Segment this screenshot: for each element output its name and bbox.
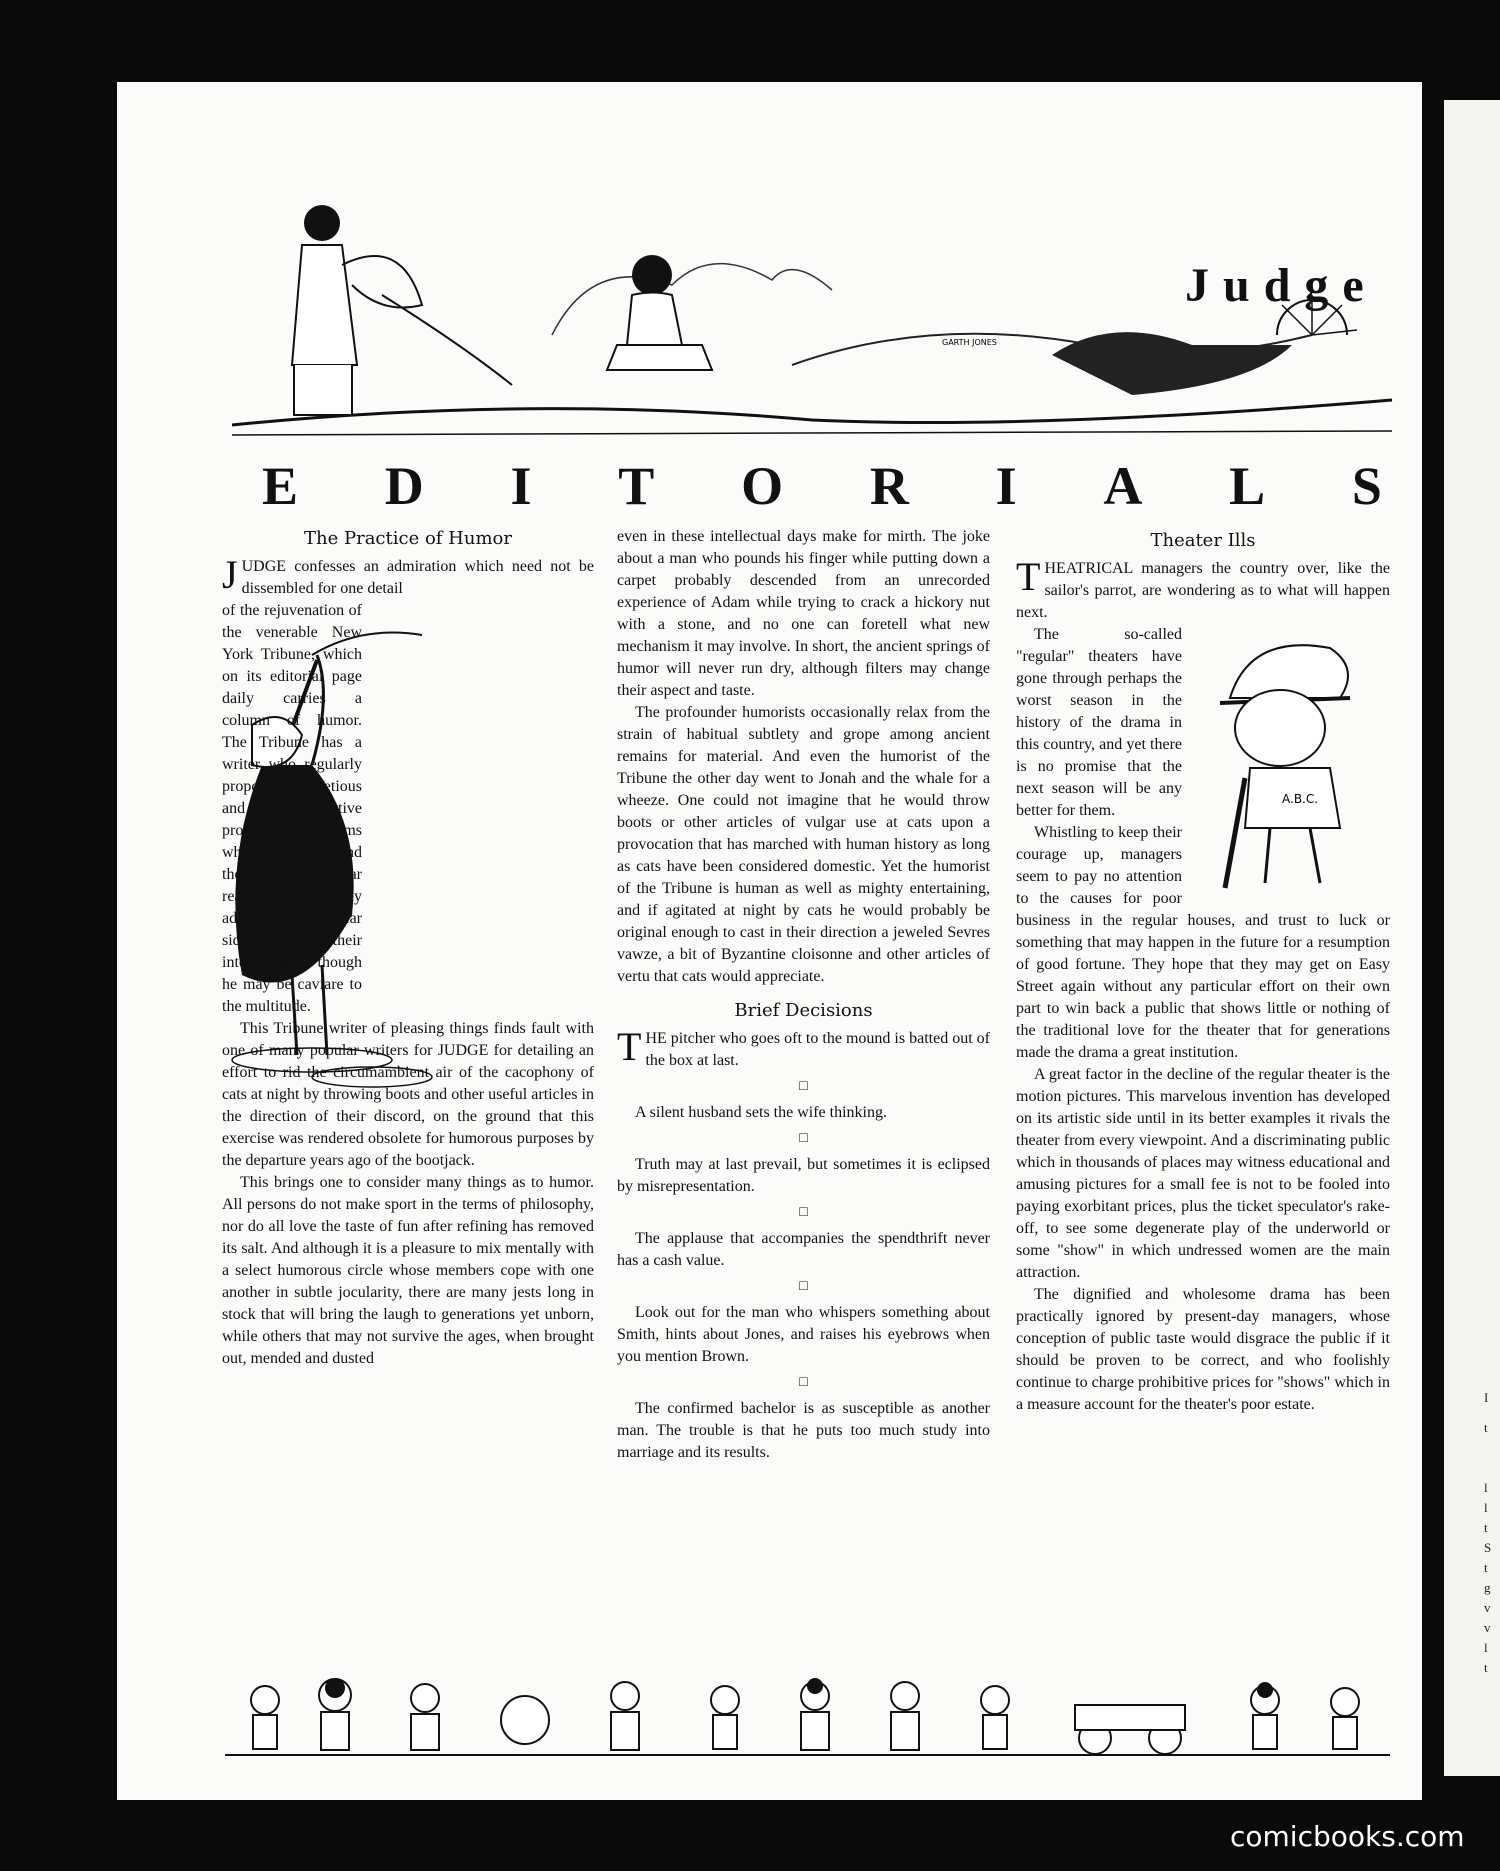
drop-cap: T (1016, 554, 1041, 599)
heading-letter: L (1229, 456, 1266, 516)
brief-item: The applause that accompanies the spendthrift never has a cash value. (617, 1230, 990, 1269)
paragraph: Whistling to keep their courage up, managers seem to pay no attention to the causes for poor business in the regular houses, and trust to luck or something that may happen in the future for a resumption of good fortune. They hope that they may get on Easy Street again without any particular effort on their own part to win back a public that shows little or nothing of the traditional love for the theater that for generations made the drama a great institution. (1016, 824, 1390, 1061)
adjacent-page-edge: I t l l t S t g v v l t (1444, 100, 1500, 1776)
heading-letter: I (510, 456, 532, 516)
paragraph-wrap: of the rejuvenation of the venerable New York Tribune, which on its editorial page daily carries a column of humor. The Tribune has a writer who regularly propounds facetious and sportive problems in terms which JUDGE and the Tribune's regular readers may readily adjust to the jocular side of their intellectuals, though he may be caviare to the multitude. (222, 602, 362, 1015)
uniform-label: A.B.C. (1282, 792, 1319, 806)
paragraph: The so-called "regular" theaters have gone through perhaps the worst season in the history of the drama in this country, and yet there is no promise that the next season will be any better for them. (1016, 626, 1182, 819)
divider: □ (799, 1079, 808, 1094)
divider: □ (799, 1279, 808, 1294)
parade-illustration (225, 1660, 1390, 1770)
article-heading: Brief Decisions (734, 1000, 873, 1021)
brief-item: Look out for the man who whispers something about Smith, hints about Jones, and raises his eyebrows when you mention Brown. (617, 1304, 990, 1365)
watermark: comicbooks.com (1230, 1820, 1465, 1853)
paragraph: This brings one to consider many things as to humor. All persons do not make sport in the terms of philosophy, nor do all love the taste of fun after refining has removed its salt. And although it is a pleasure to mix mentally with a select humorous circle whose members cope with one another in subtle jocularity, there are many jests long in stock that will bring the laugh to generations yet unborn, while others that may not survive the ages, when brought out, mended and dusted (222, 1174, 594, 1367)
heading-letter: O (741, 456, 784, 516)
paragraph: even in these intellectual days make for mirth. The joke about a man who pounds his finger while putting down a carpet probably descended from an unrecorded experience of Adam while trying to crack a hickory nut with a stone, and no one can foretell what new mechanism it may involve. In short, the ancient springs of humor will never run dry, although filters may change their aspect and taste. (617, 528, 990, 699)
column-practice-of-humor (222, 528, 594, 1370)
paragraph: This Tribune writer of pleasing things finds fault with one of many popular writers for JUDGE for detailing an effort to rid the circumambient air of the cacophony of cats at night by throwing boots and other useful articles in the direction of their discord, on the ground that this exercise was rendered obsolete for humorous purposes by the departure years ago of the bootjack. (222, 1020, 594, 1169)
divider: □ (799, 1205, 808, 1220)
artist-signature: GARTH JONES (942, 338, 997, 347)
heading-letter: R (869, 456, 909, 516)
brief-item: HE pitcher who goes oft to the mound is batted out of the box at last. (645, 1030, 990, 1069)
paragraph-lead: UDGE confesses an admiration which need not be dissembled for one detail (241, 558, 594, 597)
masthead-title: Judge (1185, 259, 1378, 312)
heading-letter: E (262, 456, 299, 516)
drop-cap: T (617, 1024, 642, 1069)
brief-item: A silent husband sets the wife thinking. (635, 1104, 887, 1121)
heading-letter: T (618, 456, 655, 516)
paragraph: A great factor in the decline of the regular theater is the motion pictures. This marvelous invention has developed on its artistic side until in its better examples it rivals the theater from every viewpoint. And a discriminating public which in thousands of places may witness educational and amusing pictures for a small fee is not to be fooled into paying exorbitant prices, plus the ticket speculator's rake-off, to see some degenerate play of the underworld or some "show" in which undressed women are the main attraction. (1016, 1066, 1390, 1281)
umpire-illustration (1190, 628, 1390, 898)
paragraph-lead: HEATRICAL managers the country over, like the sailor's parrot, are wondering as to what will happen next. (1016, 560, 1390, 621)
article-heading: Theater Ills (1150, 530, 1256, 551)
heading-letter: D (384, 456, 424, 516)
heading-letter: A (1103, 456, 1143, 516)
heading-letter: S (1351, 456, 1382, 516)
paragraph: The profounder humorists occasionally relax from the strain of habitual subtlety and grope among ancient remains for material. And even the humorist of the Tribune the other day went to Jonah and the whale for a wheeze. One could not imagine that he would throw boots or other articles of vulgar use at cats upon a provocation that has marched with human history as long as cats have been considered domestic. Yet the humorist of the Tribune is human as well as mighty entertaining, and if agitated at night by cats he would probably be original enough to cast in their direction a jeweled Sevres vawze, a bit of Byzantine cloisonne and other articles of vertu that cats would appreciate. (617, 704, 990, 985)
column-theater-ills (1016, 530, 1390, 1416)
divider: □ (799, 1131, 808, 1146)
editorials-heading (262, 455, 1382, 517)
brief-decisions (617, 1024, 990, 1464)
drop-cap: J (222, 552, 238, 597)
banner-illustration (232, 195, 1397, 443)
article-heading: The Practice of Humor (304, 528, 512, 549)
heading-letter: I (995, 456, 1017, 516)
brief-item: The confirmed bachelor is as susceptible as another man. The trouble is that he puts too much study into marriage and its results. (617, 1400, 990, 1461)
paragraph: The dignified and wholesome drama has been practically ignored by present-day managers, whose conception of public taste would disgrace the public if it should be proven to be correct, and who foolishly continue to charge prohibitive prices for "shows" which in a measure account for the theater's poor estate. (1016, 1286, 1390, 1413)
brief-item: Truth may at last prevail, but sometimes it is eclipsed by misrepresentation. (617, 1156, 990, 1195)
divider: □ (799, 1375, 808, 1390)
column-continuation (617, 526, 990, 1466)
